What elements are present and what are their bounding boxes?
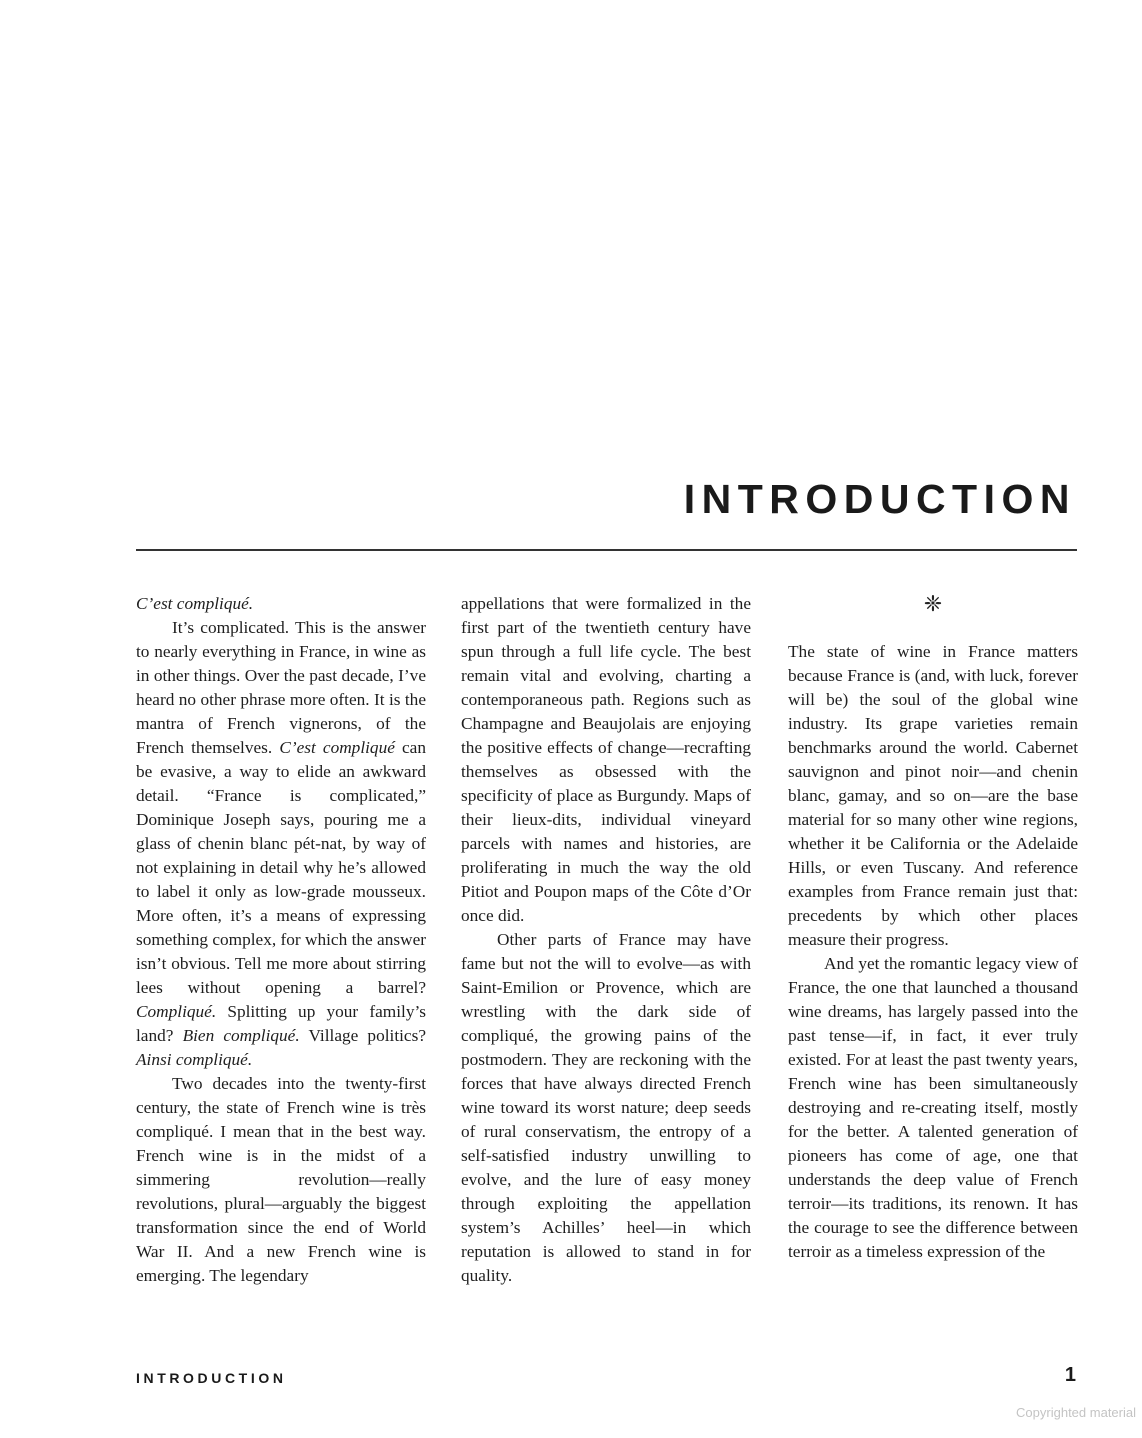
section-ornament-icon: ❈ bbox=[923, 591, 943, 616]
text-column-3 bbox=[788, 592, 1078, 1264]
paragraph: appellations that were formalized in the first part of the twentieth century have spun through a full life cycle. The best remain vital and evolving, charting a contemporaneous path. Regions such as Champagne and Beaujolais are enjoying the positive effects of change—recrafting themselves as obsessed with the specificity of place as Burgundy. Maps of their lieux-dits, individual vineyard parcels with names and histories, are proliferating in much the way the old Pitiot and Poupon maps of the Côte d’Or once did. bbox=[461, 594, 751, 925]
text-column-1 bbox=[136, 592, 426, 1288]
running-head: INTRODUCTION bbox=[136, 1370, 287, 1386]
copyright-watermark: Copyrighted material bbox=[1016, 1405, 1136, 1420]
paragraph: Two decades into the twenty-first century, the state of French wine is très compliqué. I mean that in the best way. French wine is in the midst of a simmering revolution—really revolutions, plural—arguably the biggest transformation since the end of World War II. And a new French wine is emerging. The legendary bbox=[136, 1074, 426, 1285]
chapter-title: INTRODUCTION bbox=[683, 476, 1076, 522]
text-column-2 bbox=[461, 592, 751, 1288]
paragraph: It’s complicated. This is the answer to nearly everything in France, in wine as in other things. Over the past decade, I’ve heard no other phrase more often. It is the mantra of French vignerons, of the French themselves. C’est compliqué can be evasive, a way to elide an awkward detail. “France is complicated,” Dominique Joseph says, pouring me a glass of chenin blanc pét-nat, by way of not explaining in detail why he’s allowed to label it only as low-grade mousseux. More often, it’s a means of expressing something complex, for which the answer isn’t obvious. Tell me more about stirring lees without opening a barrel? Compliqué. Splitting up your family’s land? Bien compliqué. Village politics? Ainsi compliqué. bbox=[136, 618, 426, 1069]
paragraph: C’est compliqué. bbox=[136, 594, 254, 613]
paragraph: And yet the romantic legacy view of France, the one that launched a thousand wine dreams, has largely passed into the past tense—if, in fact, it ever truly existed. For at least the past twenty years, French wine has been simultaneously destroying and re-creating itself, mostly for the better. A talented generation of pioneers has come of age, one that understands the deep value of French terroir—its traditions, its renown. It has the courage to see the difference between terroir as a timeless expression of the bbox=[788, 954, 1078, 1261]
title-rule bbox=[136, 549, 1077, 551]
page-number: 1 bbox=[1064, 1364, 1076, 1386]
paragraph: The state of wine in France matters because France is (and, with luck, forever will be) the soul of the global wine industry. Its grape varieties remain benchmarks around the world. Cabernet sauvignon and pinot noir—and chenin blanc, gamay, and so on—are the base material for so many other wine regions, whether it be California or the Adelaide Hills, or even Tuscany. And reference examples from France remain just that: precedents by which other places measure their progress. bbox=[788, 642, 1078, 949]
paragraph: Other parts of France may have fame but not the will to evolve—as with Saint-Emilion or Provence, which are wrestling with the dark side of compliqué, the growing pains of the postmodern. They are reckoning with the forces that have always directed French wine toward its worst nature; deep seeds of rural conservatism, the entropy of a self-satisfied industry unwilling to evolve, and the lure of easy money through exploiting the appellation system’s Achilles’ heel—in which reputation is allowed to stand in for quality. bbox=[461, 930, 751, 1285]
